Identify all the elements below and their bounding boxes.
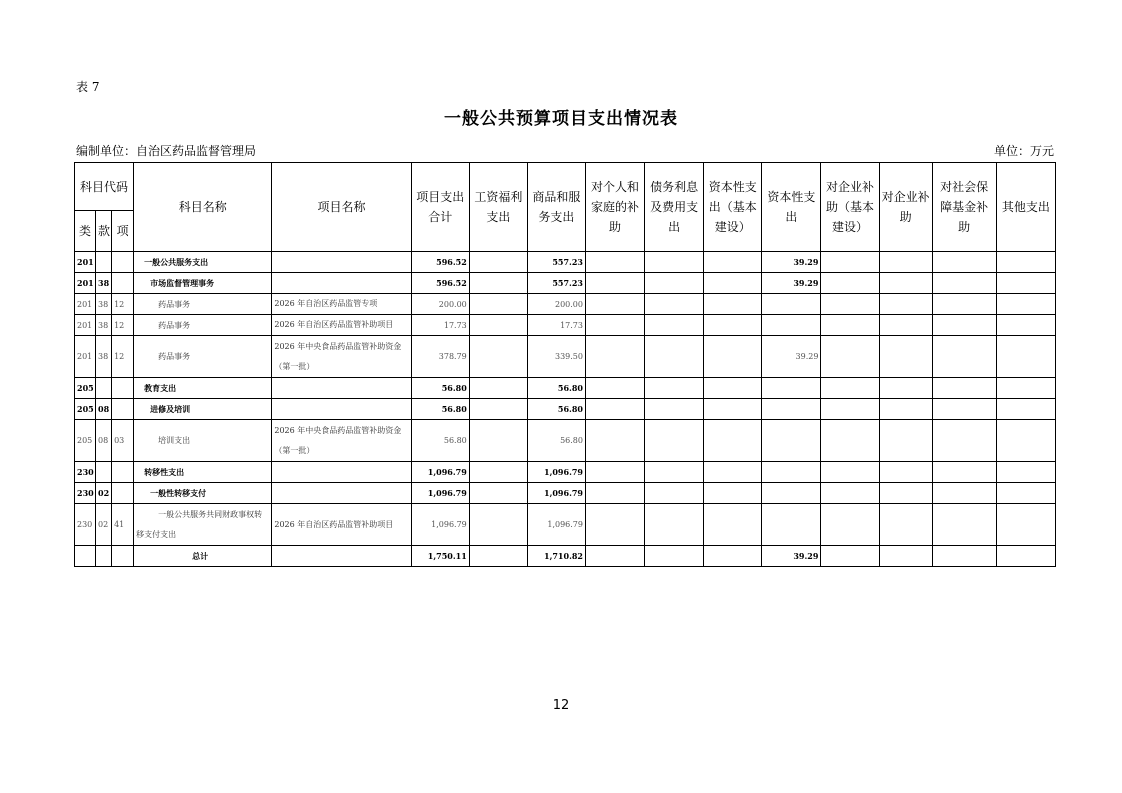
cell-personal-subsidy — [585, 462, 644, 483]
cell-other — [996, 399, 1055, 420]
cell-capital-basic — [704, 315, 762, 336]
cell-xiang — [112, 378, 134, 399]
cell-debt-interest — [645, 378, 704, 399]
cell-xiang — [112, 546, 134, 567]
cell-other — [996, 546, 1055, 567]
cell-subject-name: 市场监督管理事务 — [134, 273, 272, 294]
cell-enterprise-basic — [821, 252, 879, 273]
cell-subject-name: 一般公共服务支出 — [134, 252, 272, 273]
cell-capital-basic — [704, 462, 762, 483]
cell-capital-basic — [704, 399, 762, 420]
table-body — [75, 252, 1056, 567]
header-enterprise-basic: 对企业补助（基本建设） — [821, 163, 879, 252]
cell-capital-basic — [704, 504, 762, 546]
cell-debt-interest — [645, 252, 704, 273]
cell-project-name — [272, 462, 411, 483]
cell-kuan: 38 — [96, 315, 112, 336]
cell-salary — [469, 546, 527, 567]
cell-kuan: 02 — [96, 504, 112, 546]
cell-other — [996, 378, 1055, 399]
cell-social-security — [932, 336, 996, 378]
cell-other — [996, 336, 1055, 378]
cell-project-name — [272, 273, 411, 294]
cell-social-security — [932, 294, 996, 315]
cell-salary — [469, 483, 527, 504]
cell-total: 56.80 — [411, 378, 469, 399]
header-project-total: 项目支出合计 — [411, 163, 469, 252]
cell-salary — [469, 504, 527, 546]
cell-project-name — [272, 546, 411, 567]
cell-enterprise — [879, 315, 932, 336]
cell-salary — [469, 294, 527, 315]
cell-enterprise-basic — [821, 273, 879, 294]
cell-kuan — [96, 378, 112, 399]
cell-lei: 205 — [75, 420, 96, 462]
cell-total: 596.52 — [411, 273, 469, 294]
cell-other — [996, 294, 1055, 315]
cell-social-security — [932, 252, 996, 273]
cell-enterprise — [879, 462, 932, 483]
cell-capital-basic — [704, 273, 762, 294]
cell-other — [996, 483, 1055, 504]
cell-total: 17.73 — [411, 315, 469, 336]
cell-enterprise — [879, 378, 932, 399]
cell-total: 1,750.11 — [411, 546, 469, 567]
table-row — [75, 483, 1056, 504]
cell-xiang: 12 — [112, 315, 134, 336]
table-row — [75, 294, 1056, 315]
cell-enterprise — [879, 420, 932, 462]
cell-xiang — [112, 462, 134, 483]
cell-enterprise-basic — [821, 336, 879, 378]
table-tag: 表 7 — [76, 80, 100, 94]
header-capital-basic: 资本性支出（基本建设） — [704, 163, 762, 252]
cell-lei: 230 — [75, 483, 96, 504]
budget-table — [74, 162, 1056, 567]
cell-salary — [469, 420, 527, 462]
cell-lei: 205 — [75, 399, 96, 420]
cell-capital — [762, 462, 821, 483]
cell-subject-name: 药品事务 — [134, 336, 272, 378]
cell-lei — [75, 546, 96, 567]
cell-debt-interest — [645, 546, 704, 567]
cell-total: 56.80 — [411, 399, 469, 420]
cell-xiang: 03 — [112, 420, 134, 462]
cell-goods-services: 1,096.79 — [527, 483, 585, 504]
cell-project-name: 2026 年中央食品药品监管补助资金（第一批） — [272, 336, 411, 378]
cell-personal-subsidy — [585, 315, 644, 336]
cell-personal-subsidy — [585, 504, 644, 546]
cell-kuan — [96, 546, 112, 567]
cell-subject-name: 一般性转移支付 — [134, 483, 272, 504]
cell-debt-interest — [645, 315, 704, 336]
cell-capital-basic — [704, 294, 762, 315]
cell-total: 1,096.79 — [411, 483, 469, 504]
cell-other — [996, 273, 1055, 294]
header-salary: 工资福利支出 — [469, 163, 527, 252]
compiling-unit: 编制单位：自治区药品监督管理局 — [76, 144, 257, 158]
cell-subject-name: 教育支出 — [134, 378, 272, 399]
cell-other — [996, 462, 1055, 483]
cell-social-security — [932, 315, 996, 336]
cell-goods-services: 56.80 — [527, 399, 585, 420]
table-row — [75, 420, 1056, 462]
cell-xiang: 12 — [112, 294, 134, 315]
cell-xiang — [112, 273, 134, 294]
cell-debt-interest — [645, 420, 704, 462]
cell-capital — [762, 483, 821, 504]
cell-other — [996, 420, 1055, 462]
cell-capital-basic — [704, 420, 762, 462]
cell-personal-subsidy — [585, 399, 644, 420]
table-row — [75, 336, 1056, 378]
cell-goods-services: 56.80 — [527, 378, 585, 399]
cell-enterprise — [879, 252, 932, 273]
cell-subject-name: 药品事务 — [134, 315, 272, 336]
table-row — [75, 378, 1056, 399]
cell-goods-services: 56.80 — [527, 420, 585, 462]
cell-enterprise-basic — [821, 504, 879, 546]
cell-salary — [469, 315, 527, 336]
cell-salary — [469, 399, 527, 420]
cell-lei: 205 — [75, 378, 96, 399]
header-other: 其他支出 — [996, 163, 1055, 252]
table-row — [75, 399, 1056, 420]
table-row — [75, 462, 1056, 483]
cell-kuan: 38 — [96, 336, 112, 378]
cell-enterprise — [879, 336, 932, 378]
cell-goods-services: 339.50 — [527, 336, 585, 378]
cell-total: 378.79 — [411, 336, 469, 378]
cell-capital-basic — [704, 336, 762, 378]
cell-goods-services: 1,096.79 — [527, 504, 585, 546]
cell-personal-subsidy — [585, 546, 644, 567]
cell-debt-interest — [645, 336, 704, 378]
cell-goods-services: 200.00 — [527, 294, 585, 315]
cell-personal-subsidy — [585, 252, 644, 273]
cell-kuan: 08 — [96, 399, 112, 420]
cell-lei: 201 — [75, 252, 96, 273]
header-capital: 资本性支出 — [762, 163, 821, 252]
cell-project-name: 2026 年自治区药品监管补助项目 — [272, 504, 411, 546]
cell-debt-interest — [645, 399, 704, 420]
cell-subject-name: 转移性支出 — [134, 462, 272, 483]
cell-kuan — [96, 462, 112, 483]
header-kuan: 款 — [96, 211, 112, 252]
header-social-security: 对社会保障基金补助 — [932, 163, 996, 252]
cell-personal-subsidy — [585, 294, 644, 315]
header-lei: 类 — [75, 211, 96, 252]
cell-enterprise-basic — [821, 315, 879, 336]
cell-social-security — [932, 462, 996, 483]
cell-salary — [469, 336, 527, 378]
cell-goods-services: 17.73 — [527, 315, 585, 336]
cell-other — [996, 315, 1055, 336]
cell-enterprise — [879, 273, 932, 294]
cell-enterprise — [879, 399, 932, 420]
header-personal-subsidy: 对个人和家庭的补助 — [585, 163, 644, 252]
cell-kuan: 38 — [96, 273, 112, 294]
cell-social-security — [932, 546, 996, 567]
cell-debt-interest — [645, 483, 704, 504]
cell-social-security — [932, 420, 996, 462]
cell-subject-name: 培训支出 — [134, 420, 272, 462]
cell-enterprise-basic — [821, 378, 879, 399]
cell-project-name — [272, 483, 411, 504]
cell-social-security — [932, 504, 996, 546]
cell-enterprise — [879, 483, 932, 504]
cell-lei: 201 — [75, 336, 96, 378]
cell-social-security — [932, 399, 996, 420]
cell-salary — [469, 273, 527, 294]
cell-other — [996, 504, 1055, 546]
table-row — [75, 252, 1056, 273]
cell-project-name — [272, 378, 411, 399]
cell-subject-name: 药品事务 — [134, 294, 272, 315]
cell-debt-interest — [645, 504, 704, 546]
cell-debt-interest — [645, 462, 704, 483]
cell-enterprise-basic — [821, 462, 879, 483]
cell-enterprise — [879, 504, 932, 546]
cell-salary — [469, 252, 527, 273]
cell-subject-name: 一般公共服务共同财政事权转移支付支出 — [134, 504, 272, 546]
cell-total: 596.52 — [411, 252, 469, 273]
cell-xiang: 41 — [112, 504, 134, 546]
cell-goods-services: 1,710.82 — [527, 546, 585, 567]
cell-social-security — [932, 378, 996, 399]
cell-capital — [762, 294, 821, 315]
page-title: 一般公共预算项目支出情况表 — [444, 109, 678, 129]
cell-enterprise-basic — [821, 399, 879, 420]
cell-personal-subsidy — [585, 483, 644, 504]
cell-enterprise — [879, 546, 932, 567]
cell-capital — [762, 315, 821, 336]
cell-enterprise-basic — [821, 420, 879, 462]
table-row — [75, 273, 1056, 294]
cell-total: 56.80 — [411, 420, 469, 462]
cell-project-name — [272, 399, 411, 420]
cell-xiang — [112, 399, 134, 420]
header-xiang: 项 — [112, 211, 134, 252]
header-enterprise: 对企业补助 — [879, 163, 932, 252]
cell-capital: 39.29 — [762, 273, 821, 294]
cell-debt-interest — [645, 273, 704, 294]
cell-xiang: 12 — [112, 336, 134, 378]
cell-capital: 39.29 — [762, 336, 821, 378]
cell-capital — [762, 399, 821, 420]
cell-salary — [469, 462, 527, 483]
cell-other — [996, 252, 1055, 273]
cell-project-name — [272, 252, 411, 273]
cell-capital-basic — [704, 546, 762, 567]
cell-personal-subsidy — [585, 378, 644, 399]
page-number: 12 — [552, 698, 570, 713]
cell-xiang — [112, 483, 134, 504]
cell-capital — [762, 504, 821, 546]
cell-kuan — [96, 252, 112, 273]
cell-lei: 230 — [75, 462, 96, 483]
cell-social-security — [932, 483, 996, 504]
cell-capital-basic — [704, 252, 762, 273]
header-debt-interest: 债务利息及费用支出 — [645, 163, 704, 252]
cell-capital-basic — [704, 378, 762, 399]
cell-personal-subsidy — [585, 273, 644, 294]
cell-capital: 39.29 — [762, 546, 821, 567]
table-row — [75, 504, 1056, 546]
cell-lei: 201 — [75, 294, 96, 315]
table-row — [75, 315, 1056, 336]
cell-xiang — [112, 252, 134, 273]
cell-lei: 201 — [75, 315, 96, 336]
header-project-name: 项目名称 — [272, 163, 411, 252]
header-subject-code: 科目代码 — [75, 163, 134, 211]
cell-goods-services: 1,096.79 — [527, 462, 585, 483]
cell-salary — [469, 378, 527, 399]
currency-unit: 单位：万元 — [993, 144, 1054, 158]
cell-debt-interest — [645, 294, 704, 315]
cell-enterprise-basic — [821, 294, 879, 315]
cell-enterprise-basic — [821, 546, 879, 567]
cell-kuan: 02 — [96, 483, 112, 504]
table-row — [75, 546, 1056, 567]
cell-project-name: 2026 年自治区药品监管专项 — [272, 294, 411, 315]
cell-goods-services: 557.23 — [527, 252, 585, 273]
cell-social-security — [932, 273, 996, 294]
cell-capital — [762, 420, 821, 462]
cell-project-name: 2026 年中央食品药品监管补助资金（第一批） — [272, 420, 411, 462]
cell-total: 1,096.79 — [411, 462, 469, 483]
cell-capital-basic — [704, 483, 762, 504]
cell-kuan: 38 — [96, 294, 112, 315]
cell-total: 200.00 — [411, 294, 469, 315]
cell-kuan: 08 — [96, 420, 112, 462]
header-subject-name: 科目名称 — [134, 163, 272, 252]
cell-personal-subsidy — [585, 420, 644, 462]
cell-capital — [762, 378, 821, 399]
header-goods-services: 商品和服务支出 — [527, 163, 585, 252]
cell-lei: 230 — [75, 504, 96, 546]
cell-total: 1,096.79 — [411, 504, 469, 546]
cell-personal-subsidy — [585, 336, 644, 378]
cell-goods-services: 557.23 — [527, 273, 585, 294]
cell-lei: 201 — [75, 273, 96, 294]
cell-enterprise — [879, 294, 932, 315]
cell-capital: 39.29 — [762, 252, 821, 273]
cell-project-name: 2026 年自治区药品监管补助项目 — [272, 315, 411, 336]
cell-enterprise-basic — [821, 483, 879, 504]
cell-subject-name: 总计 — [134, 546, 272, 567]
cell-subject-name: 进修及培训 — [134, 399, 272, 420]
